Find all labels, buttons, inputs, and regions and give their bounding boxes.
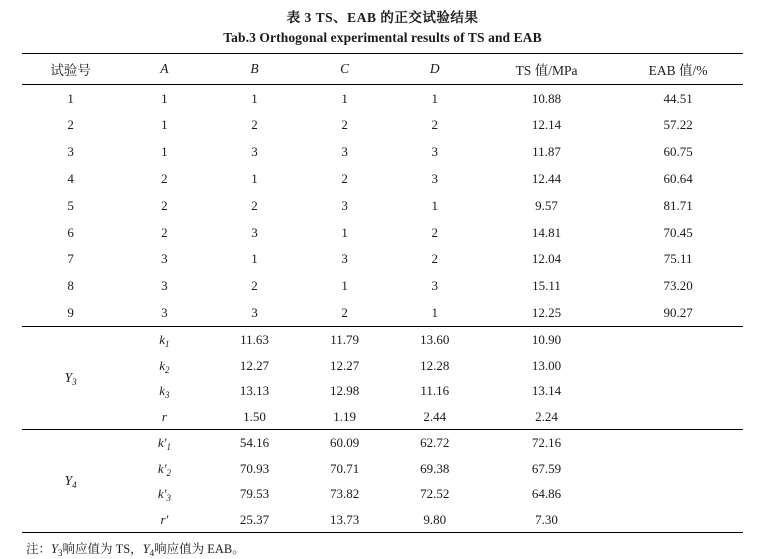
table-caption bbox=[22, 8, 743, 47]
trial-number: 2 bbox=[67, 117, 74, 133]
ts-value: 12.14 bbox=[531, 117, 562, 133]
rule-cell bbox=[613, 533, 743, 534]
factor-c-stat: 69.38 bbox=[420, 460, 450, 476]
ts-value: 11.87 bbox=[532, 144, 561, 160]
eab-value: 70.45 bbox=[663, 224, 693, 240]
factor-a-stat: 79.53 bbox=[239, 486, 270, 502]
trial-number: 9 bbox=[67, 304, 74, 320]
trial-number: 3 bbox=[67, 144, 74, 160]
empty-cell bbox=[613, 353, 743, 379]
table-row bbox=[22, 219, 743, 246]
trial-number: 7 bbox=[67, 251, 74, 267]
table-row bbox=[22, 139, 743, 166]
ts-value: 12.04 bbox=[531, 251, 562, 267]
factor-d-value: 3 bbox=[431, 278, 439, 294]
factor-c-value: 2 bbox=[341, 117, 348, 133]
table-body bbox=[22, 54, 743, 534]
bottom-rule bbox=[22, 533, 743, 534]
table-row bbox=[22, 507, 743, 533]
column-header: TS 值/MPa bbox=[480, 54, 613, 85]
trial-number: 8 bbox=[67, 278, 74, 294]
factor-c-stat: 13.60 bbox=[390, 327, 480, 353]
factor-b-value: 2 bbox=[251, 117, 258, 133]
factor-b-value: 2 bbox=[251, 197, 258, 213]
factor-c-stat: 11.16 bbox=[420, 383, 450, 399]
factor-c-stat: 2.44 bbox=[423, 408, 447, 424]
ts-value: 15.11 bbox=[532, 278, 561, 294]
ts-value: 9.57 bbox=[535, 197, 558, 213]
table-row bbox=[22, 112, 743, 139]
factor-b-value: 1 bbox=[251, 251, 258, 267]
column-header: D bbox=[390, 54, 480, 85]
column-header: 试验号 bbox=[22, 54, 119, 85]
ts-value: 12.44 bbox=[531, 170, 562, 186]
factor-b-value: 2 bbox=[251, 278, 258, 294]
factor-b-stat: 73.82 bbox=[330, 486, 360, 502]
factor-d-value: 2 bbox=[431, 117, 439, 133]
empty-cell bbox=[613, 507, 743, 533]
table-row bbox=[22, 192, 743, 219]
table-row bbox=[22, 456, 743, 482]
trial-number: 4 bbox=[67, 170, 74, 186]
caption-english: Tab.3 Orthogonal experimental results of TS and EAB bbox=[223, 29, 542, 45]
factor-d-value: 3 bbox=[431, 144, 439, 160]
factor-a-value: 1 bbox=[161, 90, 168, 106]
table-header-row bbox=[22, 54, 743, 85]
statistic-label: $k_3$ bbox=[159, 383, 170, 401]
ts-value: 12.25 bbox=[531, 304, 562, 320]
statistic-label: $k_2$ bbox=[159, 357, 170, 375]
rule-cell bbox=[119, 533, 209, 534]
statistic-label: r′ bbox=[160, 511, 169, 527]
statistic-label: $k_1$ bbox=[119, 327, 209, 353]
factor-a-value: 2 bbox=[161, 224, 168, 240]
factor-d-value: 2 bbox=[431, 224, 439, 240]
rule-cell bbox=[22, 533, 119, 534]
statistic-label: $k'_2$ bbox=[157, 460, 171, 478]
rule-cell bbox=[300, 533, 390, 534]
table-note bbox=[22, 540, 743, 559]
ts-value: 14.81 bbox=[531, 224, 562, 240]
factor-b-value: 3 bbox=[251, 144, 258, 160]
factor-a-value: 3 bbox=[161, 304, 168, 320]
factor-c-value: 3 bbox=[341, 197, 348, 213]
table-row bbox=[22, 85, 743, 112]
trial-number: 1 bbox=[67, 90, 74, 106]
factor-c-value: 1 bbox=[341, 278, 348, 294]
caption-chinese: 表 3 TS、EAB 的正交试验结果 bbox=[286, 10, 479, 25]
eab-value: 90.27 bbox=[663, 304, 693, 320]
empty-cell bbox=[613, 327, 743, 353]
factor-c-value: 2 bbox=[341, 304, 348, 320]
factor-d-stat: 67.59 bbox=[531, 460, 562, 476]
factor-d-stat: 72.16 bbox=[480, 430, 613, 456]
factor-c-stat: 12.28 bbox=[420, 357, 450, 373]
table-row bbox=[22, 481, 743, 507]
table-row bbox=[22, 300, 743, 327]
factor-d-value: 1 bbox=[431, 197, 439, 213]
ts-value: 10.88 bbox=[531, 90, 562, 106]
eab-value: 75.11 bbox=[663, 251, 693, 267]
factor-d-stat: 2.24 bbox=[535, 408, 558, 424]
eab-value: 60.75 bbox=[663, 144, 693, 160]
factor-c-value: 3 bbox=[341, 144, 348, 160]
factor-b-stat: 60.09 bbox=[300, 430, 390, 456]
factor-c-value: 1 bbox=[341, 224, 348, 240]
table-row bbox=[22, 430, 743, 456]
factor-d-value: 3 bbox=[431, 170, 439, 186]
empty-cell bbox=[613, 430, 743, 456]
note-text: 注：$Y_3$响应值为 TS，$Y_4$响应值为 EAB。 bbox=[26, 542, 245, 559]
eab-value: 60.64 bbox=[663, 170, 693, 186]
factor-b-value: 3 bbox=[251, 224, 258, 240]
table-row bbox=[22, 273, 743, 300]
factor-c-value: 3 bbox=[341, 251, 348, 267]
empty-cell bbox=[613, 404, 743, 430]
factor-d-value: 1 bbox=[431, 304, 439, 320]
table-row bbox=[22, 246, 743, 273]
factor-d-value: 1 bbox=[431, 90, 439, 106]
factor-a-stat: 13.13 bbox=[239, 383, 270, 399]
factor-c-stat: 72.52 bbox=[420, 486, 450, 502]
factor-a-value: 2 bbox=[161, 170, 168, 186]
eab-value: 81.71 bbox=[663, 197, 693, 213]
response-group-label: $Y_4$ bbox=[22, 430, 119, 533]
factor-b-stat: 11.79 bbox=[300, 327, 390, 353]
factor-b-stat: 12.98 bbox=[330, 383, 360, 399]
factor-b-value: 3 bbox=[251, 304, 258, 320]
table-row bbox=[22, 353, 743, 379]
trial-number: 5 bbox=[67, 197, 74, 213]
factor-a-stat: 12.27 bbox=[239, 357, 270, 373]
table-row bbox=[22, 378, 743, 404]
factor-c-stat: 62.72 bbox=[390, 430, 480, 456]
response-group-label: $Y_3$ bbox=[22, 327, 119, 430]
factor-d-stat: 64.86 bbox=[531, 486, 562, 502]
trial-number: 6 bbox=[67, 224, 74, 240]
eab-value: 44.51 bbox=[663, 90, 693, 106]
eab-value: 57.22 bbox=[663, 117, 693, 133]
factor-a-value: 3 bbox=[161, 278, 168, 294]
rule-cell bbox=[480, 533, 613, 534]
factor-d-value: 2 bbox=[431, 251, 439, 267]
statistic-label: r bbox=[161, 408, 167, 424]
factor-a-value: 3 bbox=[161, 251, 168, 267]
column-header: A bbox=[119, 54, 209, 85]
factor-d-stat: 13.14 bbox=[531, 383, 562, 399]
empty-cell bbox=[613, 481, 743, 507]
factor-b-value: 1 bbox=[251, 170, 258, 186]
factor-a-stat: 70.93 bbox=[239, 460, 270, 476]
factor-b-value: 1 bbox=[251, 90, 258, 106]
factor-b-stat: 70.71 bbox=[330, 460, 360, 476]
factor-a-value: 2 bbox=[161, 197, 168, 213]
statistic-label: $k'_1$ bbox=[119, 430, 209, 456]
factor-a-stat: 54.16 bbox=[209, 430, 299, 456]
factor-d-stat: 7.30 bbox=[535, 511, 558, 527]
factor-d-stat: 13.00 bbox=[531, 357, 562, 373]
column-header: B bbox=[209, 54, 299, 85]
table-row bbox=[22, 327, 743, 353]
factor-a-stat: 11.63 bbox=[209, 327, 299, 353]
factor-a-value: 1 bbox=[161, 117, 168, 133]
factor-b-stat: 13.73 bbox=[330, 511, 360, 527]
empty-cell bbox=[613, 456, 743, 482]
factor-a-stat: 25.37 bbox=[239, 511, 270, 527]
factor-a-value: 1 bbox=[161, 144, 168, 160]
factor-a-stat: 1.50 bbox=[243, 408, 266, 424]
orthogonal-results-table bbox=[22, 53, 743, 533]
rule-cell bbox=[209, 533, 299, 534]
table-row bbox=[22, 166, 743, 193]
column-header: EAB 值/% bbox=[613, 54, 743, 85]
factor-c-value: 1 bbox=[341, 90, 348, 106]
factor-b-stat: 1.19 bbox=[333, 408, 357, 424]
table-row bbox=[22, 404, 743, 430]
statistic-label: $k'_3$ bbox=[157, 486, 171, 504]
factor-c-stat: 9.80 bbox=[423, 511, 447, 527]
eab-value: 73.20 bbox=[663, 278, 693, 294]
factor-b-stat: 12.27 bbox=[330, 357, 360, 373]
factor-d-stat: 10.90 bbox=[480, 327, 613, 353]
column-header: C bbox=[300, 54, 390, 85]
factor-c-value: 2 bbox=[341, 170, 348, 186]
rule-cell bbox=[390, 533, 480, 534]
empty-cell bbox=[613, 378, 743, 404]
